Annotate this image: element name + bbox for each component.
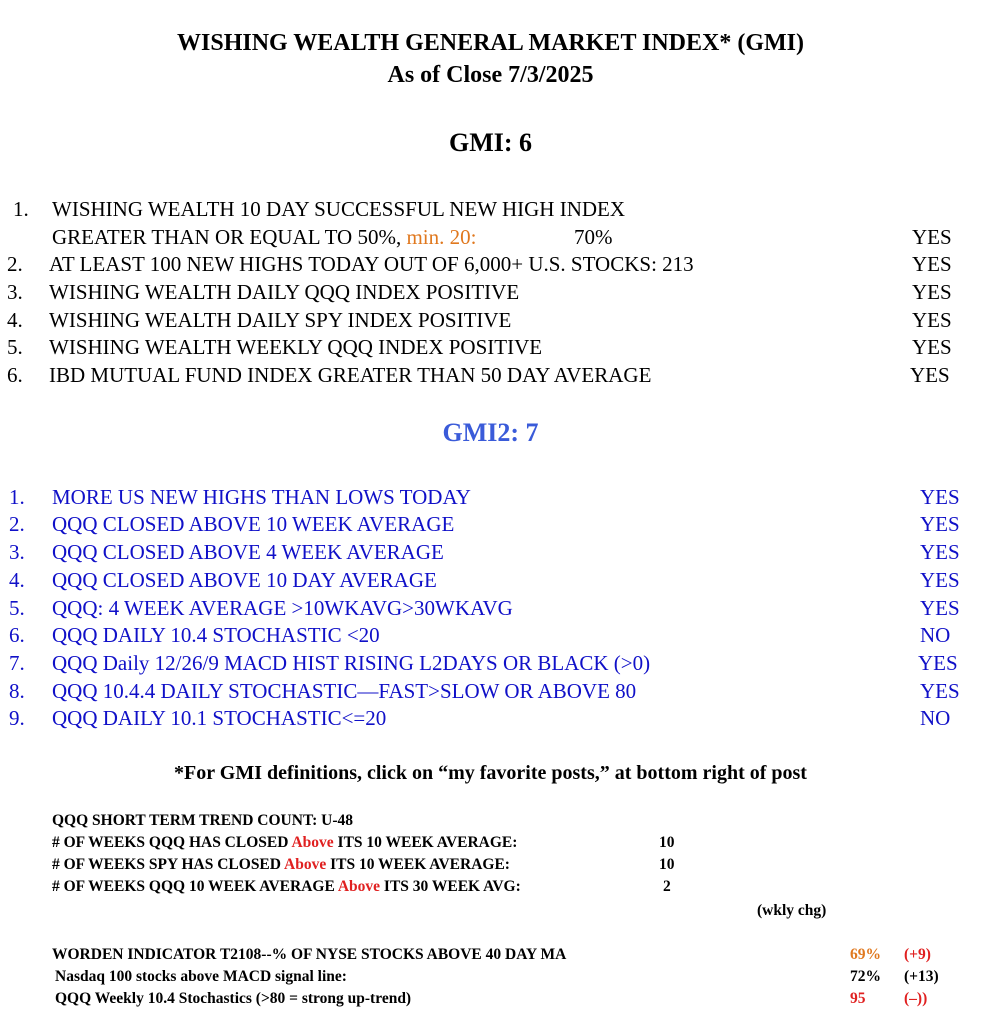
above-label: Above [284, 856, 327, 873]
item-number: 3. [7, 280, 23, 304]
gmi2-item-7 [0, 651, 981, 679]
item-text: QQQ: 4 WEEK AVERAGE >10WKAVG>30WKAVG [52, 596, 513, 620]
weeks-text: # OF WEEKS SPY HAS CLOSED [52, 856, 284, 873]
item-number: 4. [9, 568, 25, 592]
item-answer: YES [918, 651, 958, 675]
indicator-value: 69% [850, 946, 881, 963]
item-text: WISHING WEALTH 10 DAY SUCCESSFUL NEW HIGH INDEX [52, 197, 626, 221]
item-number: 8. [9, 679, 25, 703]
gmi-item-5 [0, 335, 981, 363]
item-answer: YES [912, 335, 952, 359]
page-title: WISHING WEALTH GENERAL MARKET INDEX* (GMI) [177, 30, 804, 56]
item-number: 7. [9, 651, 25, 675]
weeks-text: # OF WEEKS QQQ HAS CLOSED [52, 834, 292, 851]
indicator-change: (+13) [904, 968, 939, 985]
indicator-change: (+9) [904, 946, 931, 963]
gmi2-item-2 [0, 512, 981, 540]
weeks-value: 10 [659, 856, 675, 873]
item-answer: YES [912, 225, 952, 249]
item-text-line2 [52, 225, 476, 250]
gmi2-item-4 [0, 568, 981, 596]
item-text: WISHING WEALTH DAILY SPY INDEX POSITIVE [49, 308, 512, 332]
gmi2-item-9 [0, 706, 981, 734]
item-text: WISHING WEALTH WEEKLY QQQ INDEX POSITIVE [49, 335, 543, 359]
item-answer: YES [920, 596, 960, 620]
gmi2-item-1 [0, 485, 981, 513]
item-answer: YES [920, 568, 960, 592]
weeks-value: 10 [659, 834, 675, 851]
gmi2-heading: GMI2: 7 [442, 418, 539, 447]
item-number: 5. [9, 596, 25, 620]
item-number: 4. [7, 308, 23, 332]
item-number: 2. [9, 512, 25, 536]
gmi-heading: GMI: 6 [448, 128, 533, 157]
weeks-text: ITS 30 WEEK AVG: [380, 878, 521, 895]
gmi2-item-6 [0, 623, 981, 651]
weeks-text: # OF WEEKS QQQ 10 WEEK AVERAGE [52, 878, 338, 895]
item-answer: YES [920, 485, 960, 509]
weeks-value: 2 [663, 878, 671, 895]
item-answer: YES [912, 308, 952, 332]
gmi2-item-8 [0, 679, 981, 707]
item-number: 6. [7, 363, 23, 387]
item-text: MORE US NEW HIGHS THAN LOWS TODAY [52, 485, 471, 509]
gmi-item-3 [0, 280, 981, 308]
indicator-label: WORDEN INDICATOR T2108--% OF NYSE STOCKS ABOVE 40 DAY MA [52, 946, 567, 963]
item-text: QQQ 10.4.4 DAILY STOCHASTIC—FAST>SLOW OR ABOVE 80 [52, 679, 637, 703]
weeks-text: ITS 10 WEEK AVERAGE: [333, 834, 518, 851]
item-text: IBD MUTUAL FUND INDEX GREATER THAN 50 DAY AVERAGE [49, 363, 652, 387]
trend-count: QQQ SHORT TERM TREND COUNT: U-48 [52, 812, 354, 829]
above-label: Above [337, 878, 381, 895]
item-answer: YES [920, 540, 960, 564]
gmi2-item-3 [0, 540, 981, 568]
item-answer: YES [920, 512, 960, 536]
item-text: QQQ CLOSED ABOVE 4 WEEK AVERAGE [52, 540, 444, 564]
indicator-label: QQQ Weekly 10.4 Stochastics (>80 = strong up-trend) [55, 990, 412, 1007]
item-answer: YES [912, 280, 952, 304]
item-number: 3. [9, 540, 25, 564]
gmi-item-2 [0, 252, 981, 280]
item-answer: YES [912, 252, 952, 276]
indicator-value: 95 [850, 990, 866, 1007]
item-text: WISHING WEALTH DAILY QQQ INDEX POSITIVE [49, 280, 520, 304]
item-text: QQQ Daily 12/26/9 MACD HIST RISING L2DAYS OR BLACK (>0) [52, 651, 651, 675]
gmi-item-1 [0, 197, 981, 225]
weeks-row-qqq-10wk [52, 834, 517, 852]
page-subtitle: As of Close 7/3/2025 [387, 62, 594, 88]
min-threshold: min. 20: [406, 225, 477, 249]
gmi-item-1-cont [0, 225, 981, 253]
item-text-part: GREATER THAN OR EQUAL TO 50%, [52, 225, 402, 249]
indicator-change: (–)) [904, 990, 928, 1007]
gmi-item-4 [0, 308, 981, 336]
item-value: 70% [574, 225, 613, 249]
weeks-text: ITS 10 WEEK AVERAGE: [326, 856, 510, 873]
item-number: 1. [13, 197, 29, 221]
item-text: AT LEAST 100 NEW HIGHS TODAY OUT OF 6,000+ U.S. STOCKS: 213 [49, 252, 694, 276]
item-text: QQQ DAILY 10.4 STOCHASTIC <20 [52, 623, 380, 647]
item-number: 1. [9, 485, 25, 509]
item-number: 9. [9, 706, 25, 730]
item-number: 5. [7, 335, 23, 359]
item-answer: NO [920, 623, 951, 647]
wkly-chg-label: (wkly chg) [757, 902, 827, 919]
weeks-row-qqq-30wk [52, 878, 521, 896]
indicator-value: 72% [850, 968, 881, 985]
indicator-label: Nasdaq 100 stocks above MACD signal line: [55, 968, 347, 985]
item-answer: NO [920, 706, 951, 730]
item-text: QQQ CLOSED ABOVE 10 WEEK AVERAGE [52, 512, 455, 536]
item-answer: YES [920, 679, 960, 703]
item-number: 6. [9, 623, 25, 647]
above-label: Above [291, 834, 334, 851]
item-text: QQQ CLOSED ABOVE 10 DAY AVERAGE [52, 568, 437, 592]
gmi2-item-5 [0, 596, 981, 624]
item-answer: YES [910, 363, 950, 387]
weeks-row-spy-10wk [52, 856, 510, 874]
definitions-note: *For GMI definitions, click on “my favorite posts,” at bottom right of post [174, 762, 807, 784]
item-number: 2. [7, 252, 23, 276]
item-text: QQQ DAILY 10.1 STOCHASTIC<=20 [52, 706, 387, 730]
gmi-item-6 [0, 363, 981, 391]
